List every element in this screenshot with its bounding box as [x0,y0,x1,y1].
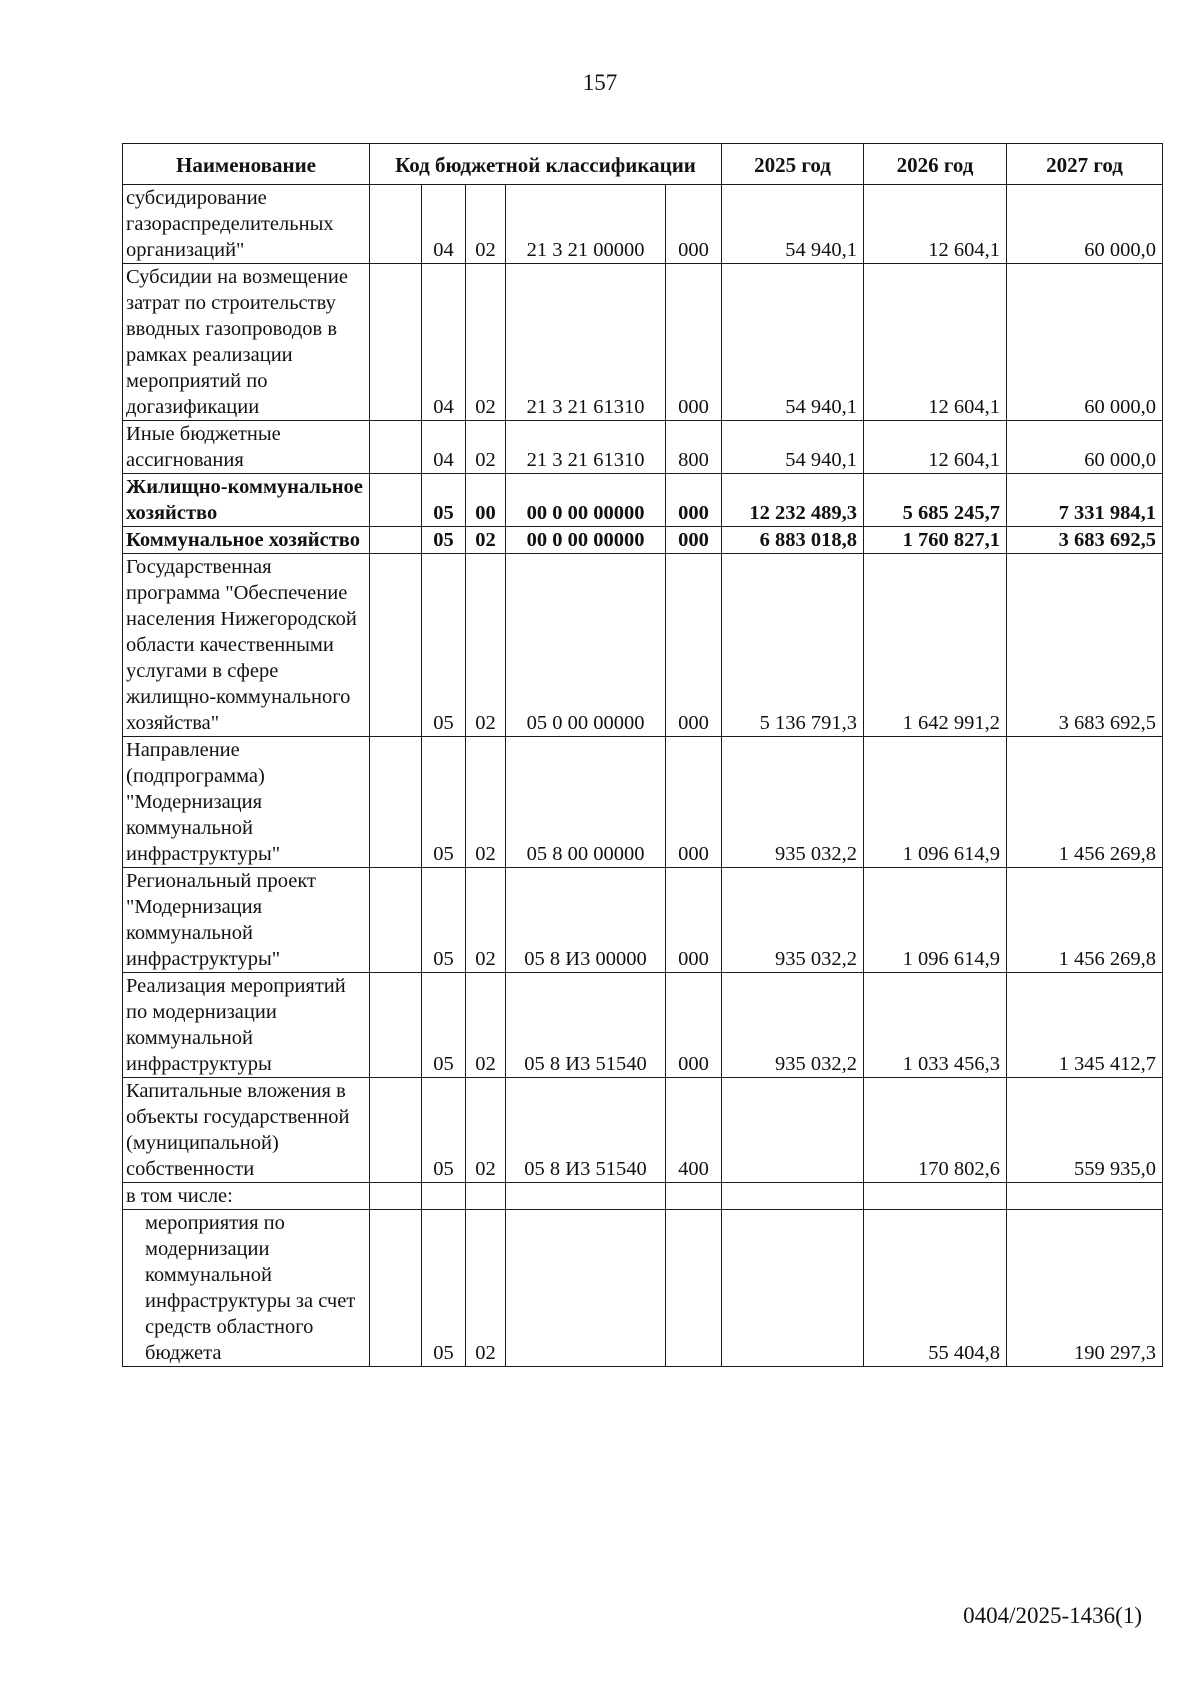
cell-2025: 935 032,2 [722,737,864,868]
cell-2026: 12 604,1 [864,185,1007,264]
cell-subsection: 02 [466,868,506,973]
cell-section [422,1183,466,1210]
table-header-row [123,144,1163,185]
cell-subsection: 02 [466,737,506,868]
table-row [123,737,1163,868]
cell-section: 04 [422,185,466,264]
cell-2026: 1 642 991,2 [864,554,1007,737]
cell-target-article: 05 0 00 00000 [506,554,666,737]
cell-2026: 1 096 614,9 [864,868,1007,973]
cell-section: 05 [422,1078,466,1183]
cell-blank [370,527,422,554]
cell-2025: 54 940,1 [722,264,864,421]
cell-section: 04 [422,421,466,474]
cell-expense-type [666,1210,722,1367]
table-row [123,868,1163,973]
cell-blank [370,1183,422,1210]
cell-2026 [864,1183,1007,1210]
cell-name: Жилищно-коммунальное хозяйство [123,474,370,527]
table-row [123,474,1163,527]
cell-subsection: 00 [466,474,506,527]
cell-2025: 12 232 489,3 [722,474,864,527]
cell-name: Коммунальное хозяйство [123,527,370,554]
cell-expense-type: 000 [666,474,722,527]
cell-subsection: 02 [466,973,506,1078]
cell-name: мероприятия по модернизации коммунальной инфраструктуры за счет средств областного бюджета [123,1210,370,1367]
cell-target-article: 05 8 00 00000 [506,737,666,868]
cell-expense-type: 400 [666,1078,722,1183]
cell-subsection: 02 [466,421,506,474]
cell-name: Капитальные вложения в объекты государственной (муниципальной) собственности [123,1078,370,1183]
cell-subsection: 02 [466,527,506,554]
cell-2027: 3 683 692,5 [1007,554,1163,737]
cell-name: Государственная программа "Обеспечение населения Нижегородской области качественными услугами в сфере жилищно-коммунального хозяйства" [123,554,370,737]
cell-section: 05 [422,868,466,973]
cell-2026: 1 760 827,1 [864,527,1007,554]
table-body [123,185,1163,1367]
cell-2025: 54 940,1 [722,421,864,474]
cell-2025: 6 883 018,8 [722,527,864,554]
cell-2025: 5 136 791,3 [722,554,864,737]
cell-2027: 1 345 412,7 [1007,973,1163,1078]
cell-section: 04 [422,264,466,421]
cell-blank [370,1078,422,1183]
cell-name: Иные бюджетные ассигнования [123,421,370,474]
cell-blank [370,1210,422,1367]
header-code: Код бюджетной классификации [370,144,722,185]
cell-target-article: 05 8 И3 51540 [506,973,666,1078]
cell-2026: 12 604,1 [864,264,1007,421]
cell-2026: 170 802,6 [864,1078,1007,1183]
cell-name: Реализация мероприятий по модернизации коммунальной инфраструктуры [123,973,370,1078]
cell-2027: 1 456 269,8 [1007,868,1163,973]
cell-2026: 1 033 456,3 [864,973,1007,1078]
table-row [123,264,1163,421]
cell-2025 [722,1183,864,1210]
cell-subsection: 02 [466,1210,506,1367]
cell-2027: 1 456 269,8 [1007,737,1163,868]
header-2027: 2027 год [1007,144,1163,185]
table-row [123,185,1163,264]
cell-2026: 5 685 245,7 [864,474,1007,527]
cell-2026: 55 404,8 [864,1210,1007,1367]
cell-target-article: 21 3 21 61310 [506,264,666,421]
cell-2027: 60 000,0 [1007,264,1163,421]
cell-2027: 3 683 692,5 [1007,527,1163,554]
cell-expense-type [666,1183,722,1210]
cell-expense-type: 000 [666,185,722,264]
cell-2025 [722,1210,864,1367]
cell-expense-type: 000 [666,737,722,868]
cell-blank [370,421,422,474]
document-code: 0404/2025-1436(1) [963,1603,1142,1628]
cell-blank [370,737,422,868]
cell-2027: 60 000,0 [1007,421,1163,474]
header-2025: 2025 год [722,144,864,185]
cell-expense-type: 000 [666,868,722,973]
cell-expense-type: 000 [666,554,722,737]
table-row [123,1183,1163,1210]
cell-target-article [506,1210,666,1367]
table-row [123,421,1163,474]
table-row [123,1078,1163,1183]
cell-2027: 7 331 984,1 [1007,474,1163,527]
cell-section: 05 [422,1210,466,1367]
cell-target-article: 00 0 00 00000 [506,474,666,527]
cell-expense-type: 000 [666,264,722,421]
cell-blank [370,264,422,421]
cell-2026: 12 604,1 [864,421,1007,474]
cell-name: Региональный проект "Модернизация коммунальной инфраструктуры" [123,868,370,973]
cell-subsection: 02 [466,264,506,421]
cell-blank [370,474,422,527]
cell-target-article: 00 0 00 00000 [506,527,666,554]
cell-target-article: 21 3 21 00000 [506,185,666,264]
page-number: 157 [582,70,618,95]
cell-subsection: 02 [466,554,506,737]
cell-target-article: 21 3 21 61310 [506,421,666,474]
header-2026: 2026 год [864,144,1007,185]
cell-2025: 935 032,2 [722,868,864,973]
cell-2025 [722,1078,864,1183]
cell-section: 05 [422,737,466,868]
table-row [123,527,1163,554]
cell-2026: 1 096 614,9 [864,737,1007,868]
cell-section: 05 [422,474,466,527]
table-row [123,1210,1163,1367]
table-row [123,973,1163,1078]
cell-subsection: 02 [466,1078,506,1183]
cell-2025: 54 940,1 [722,185,864,264]
cell-2027: 559 935,0 [1007,1078,1163,1183]
cell-blank [370,554,422,737]
header-name: Наименование [123,144,370,185]
cell-target-article: 05 8 И3 00000 [506,868,666,973]
cell-target-article: 05 8 И3 51540 [506,1078,666,1183]
cell-name: в том числе: [123,1183,370,1210]
cell-name: Субсидии на возмещение затрат по строительству вводных газопроводов в рамках реализации мероприятий по догазификации [123,264,370,421]
cell-section: 05 [422,554,466,737]
cell-2027: 60 000,0 [1007,185,1163,264]
cell-expense-type: 000 [666,973,722,1078]
cell-blank [370,185,422,264]
cell-expense-type: 000 [666,527,722,554]
budget-table [122,143,1163,1367]
cell-section: 05 [422,973,466,1078]
cell-expense-type: 800 [666,421,722,474]
cell-subsection [466,1183,506,1210]
cell-section: 05 [422,527,466,554]
cell-name: субсидирование газораспределительных организаций" [123,185,370,264]
cell-subsection: 02 [466,185,506,264]
cell-2027 [1007,1183,1163,1210]
cell-target-article [506,1183,666,1210]
table-row [123,554,1163,737]
cell-blank [370,973,422,1078]
cell-name: Направление (подпрограмма) "Модернизация коммунальной инфраструктуры" [123,737,370,868]
cell-blank [370,868,422,973]
cell-2025: 935 032,2 [722,973,864,1078]
cell-2027: 190 297,3 [1007,1210,1163,1367]
